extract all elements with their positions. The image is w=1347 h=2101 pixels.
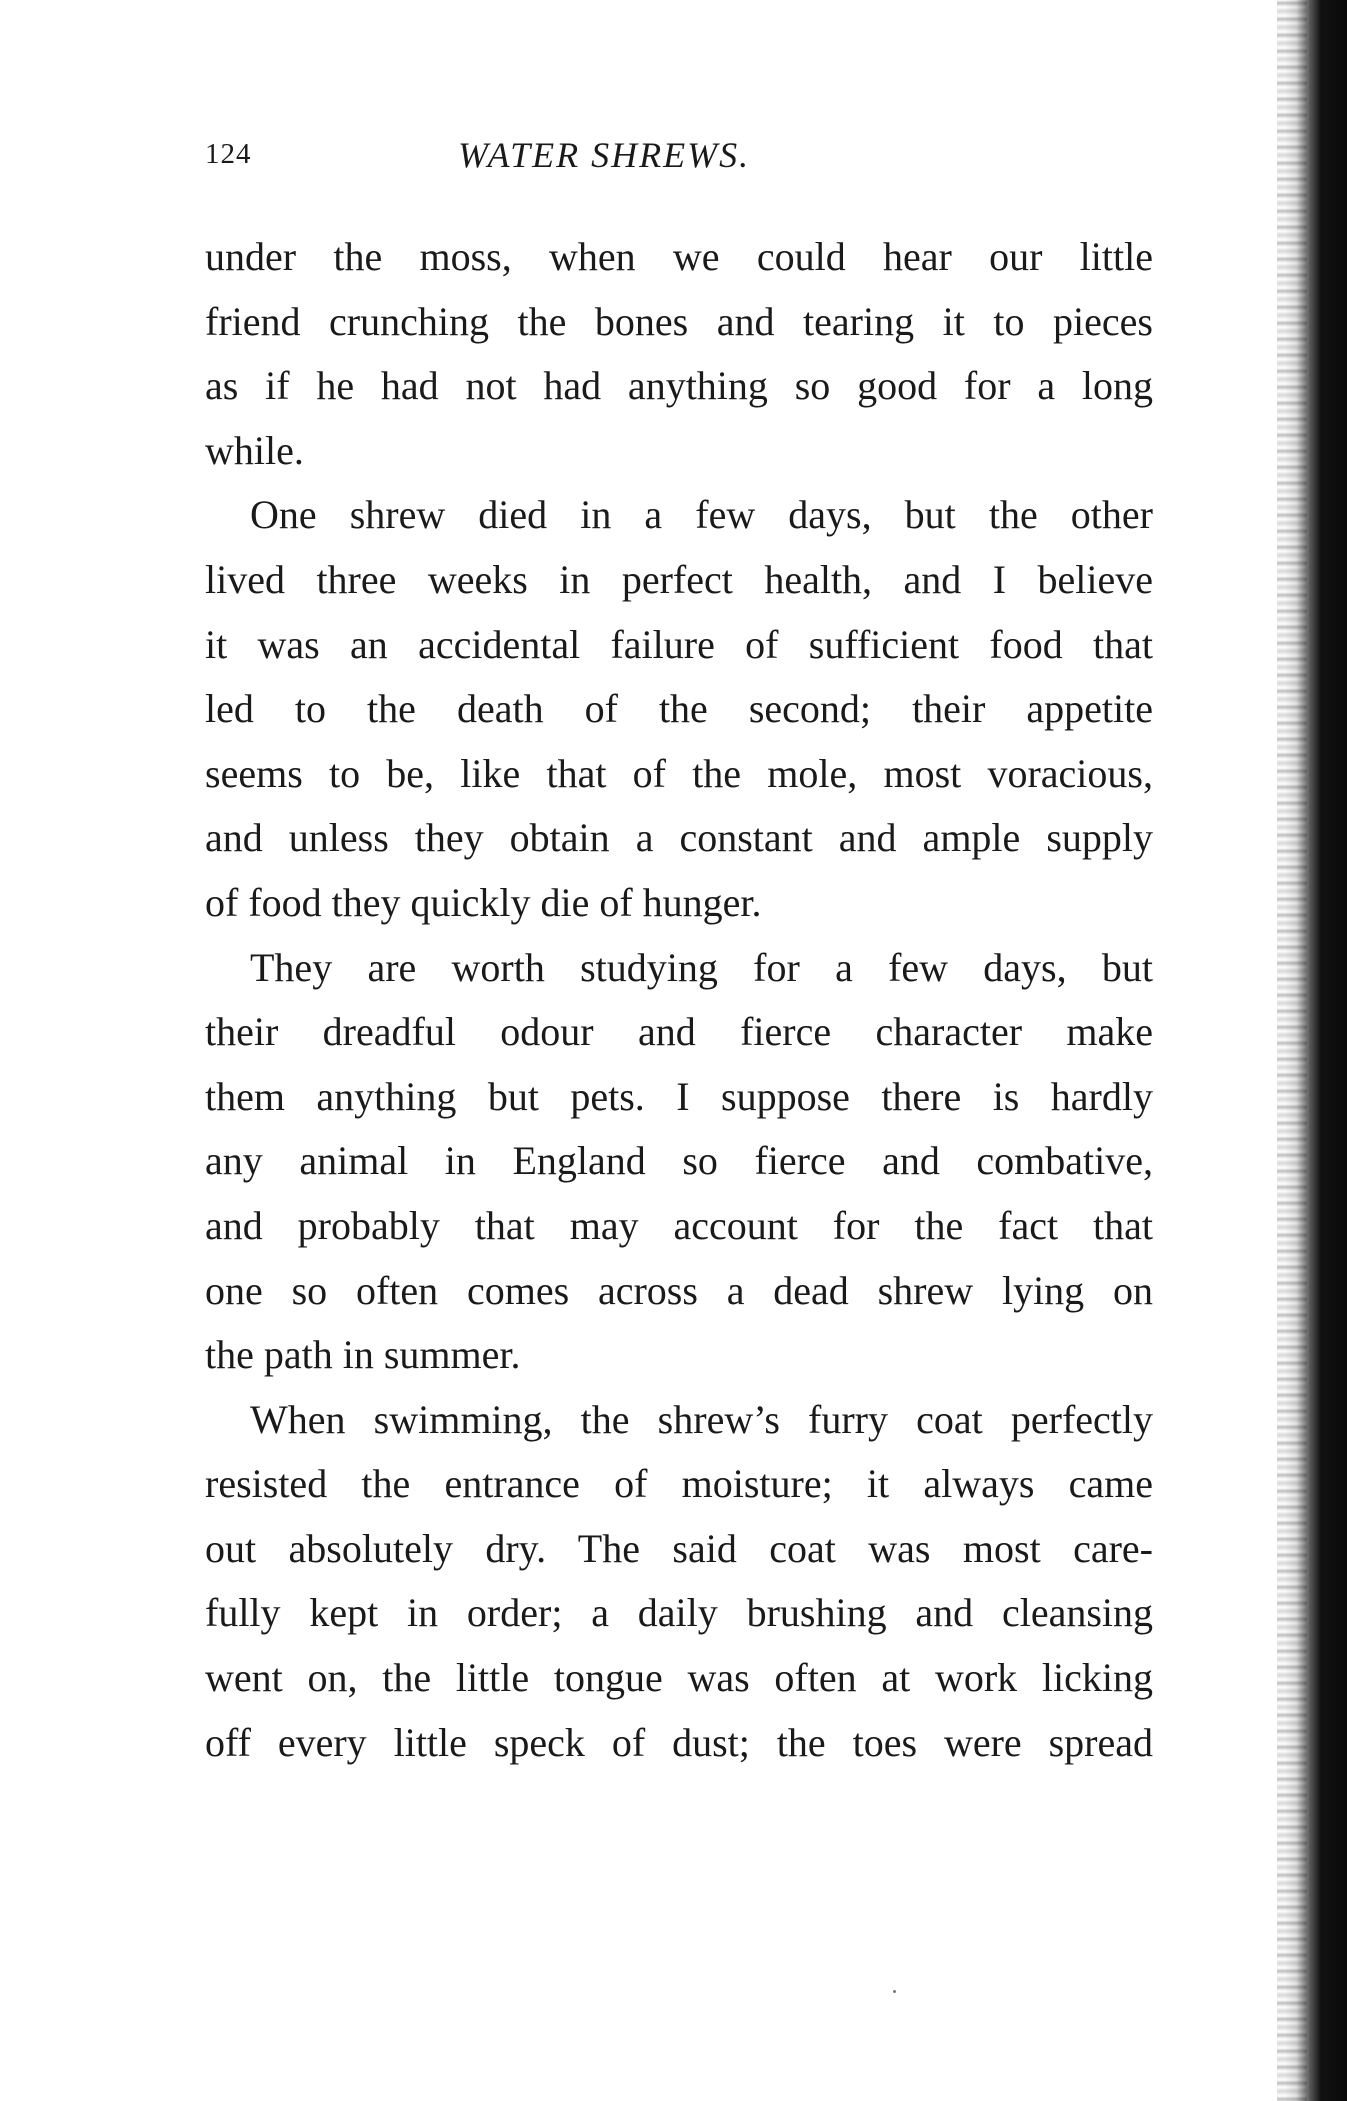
- running-head: [205, 135, 1105, 188]
- text-line: of food they quickly die of hunger.: [205, 879, 762, 925]
- text-line: One shrew died in a few days, but the other: [250, 492, 1153, 538]
- running-title: WATER SHREWS.: [458, 135, 751, 175]
- text-line: friend crunching the bones and tearing it to pieces: [205, 298, 1153, 344]
- text-line: went on, the little tongue was often at work licking: [205, 1655, 1153, 1701]
- text-line: it was an accidental failure of sufficient food that: [205, 621, 1153, 667]
- text-line: while.: [205, 427, 304, 473]
- body-text: [205, 225, 1153, 1775]
- text-line: lived three weeks in perfect health, and I believe: [205, 556, 1153, 602]
- text-line: When swimming, the shrew’s furry coat perfectly: [250, 1396, 1153, 1442]
- text-line: as if he had not had anything so good for a long: [205, 363, 1153, 409]
- text-line: They are worth studying for a few days, but: [250, 944, 1153, 990]
- text-line: and unless they obtain a constant and ample supply: [205, 815, 1153, 861]
- text-line: their dreadful odour and fierce character make: [205, 1009, 1153, 1055]
- text-line: and probably that may account for the fact that: [205, 1202, 1153, 1248]
- text-line: led to the death of the second; their appetite: [205, 686, 1153, 732]
- binding-gutter-texture: [1277, 0, 1307, 2101]
- text-line: the path in summer.: [205, 1332, 521, 1378]
- text-line: resisted the entrance of moisture; it always came: [205, 1461, 1153, 1507]
- text-line: off every little speck of dust; the toes were spread: [205, 1719, 1153, 1765]
- page-number: 124: [205, 138, 252, 170]
- text-line: one so often comes across a dead shrew lying on: [205, 1267, 1153, 1313]
- text-line: any animal in England so fierce and combative,: [205, 1138, 1153, 1184]
- text-line: out absolutely dry. The said coat was most care-: [205, 1525, 1153, 1571]
- paper-speck: [893, 1990, 896, 1993]
- text-line: under the moss, when we could hear our little: [205, 234, 1153, 279]
- text-line: seems to be, like that of the mole, most voracious,: [205, 750, 1153, 796]
- text-line: fully kept in order; a daily brushing and cleansing: [205, 1590, 1153, 1636]
- text-line: them anything but pets. I suppose there is hardly: [205, 1073, 1153, 1119]
